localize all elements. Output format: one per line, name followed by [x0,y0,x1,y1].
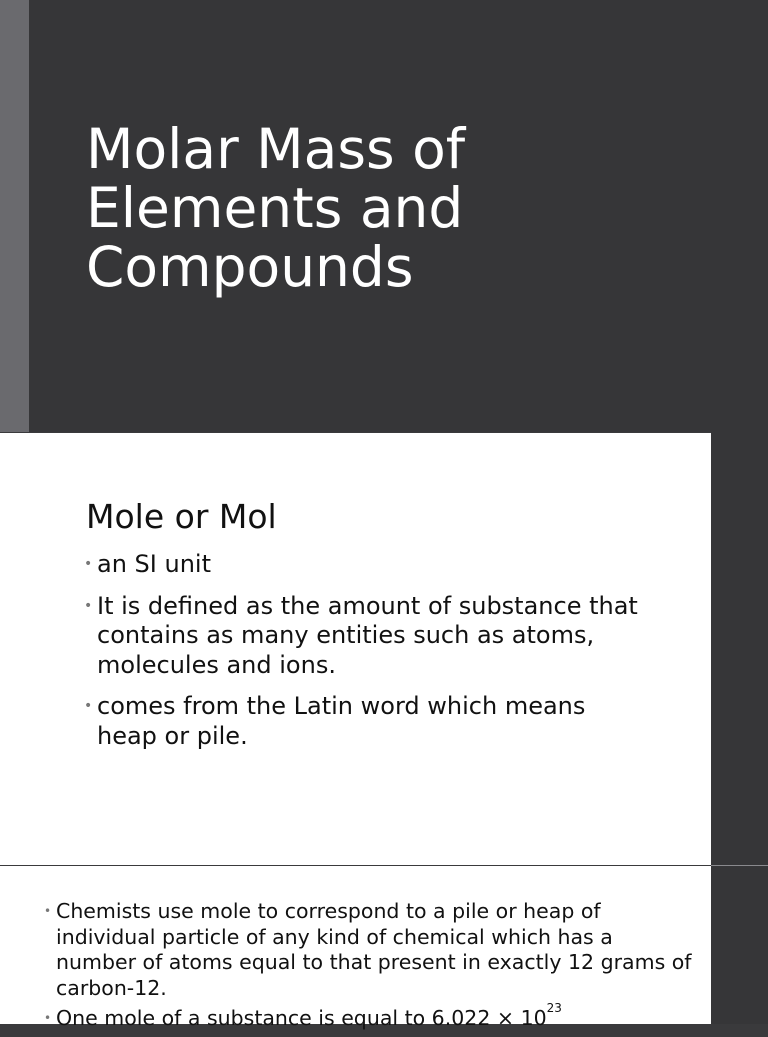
list-item [84,692,644,751]
list-item [84,592,644,681]
bullet-icon: • [84,556,93,572]
bullet-icon: • [44,1011,52,1025]
bullet-text: It is defined as the amount of substance that contains as many entities such as atoms, molecules and ions. [97,591,638,679]
accent-bar [0,0,29,432]
background-strip [711,432,768,865]
bullet-icon: • [44,904,52,918]
bullet-list [84,550,644,763]
list-item [44,899,694,1001]
bullet-text: comes from the Latin word which means heap or pile. [97,692,586,750]
list-item [44,1001,694,1032]
slide-heading: Mole or Mol [86,497,277,536]
bullet-list [44,899,694,1037]
bullet-text: One mole of a substance is equal to 6.022 × 10 [56,1006,547,1030]
list-item [84,550,644,580]
exponent: 23 [546,1001,562,1015]
title-line-3: Compounds [86,235,414,299]
background-strip [711,866,768,1024]
title-line-1: Molar Mass of [86,117,466,181]
bullet-icon: • [84,597,93,614]
title-line-2: Elements and [86,176,464,240]
slide-title [86,117,686,299]
bullet-text: Chemists use mole to correspond to a pile or heap of individual particle of any kind of chemical which has a number of atoms equal to that present in exactly 12 grams of carbon-12. [56,899,692,1000]
bullet-icon: • [84,698,93,714]
title-slide [0,0,768,432]
bullet-text: an SI unit [97,550,211,578]
